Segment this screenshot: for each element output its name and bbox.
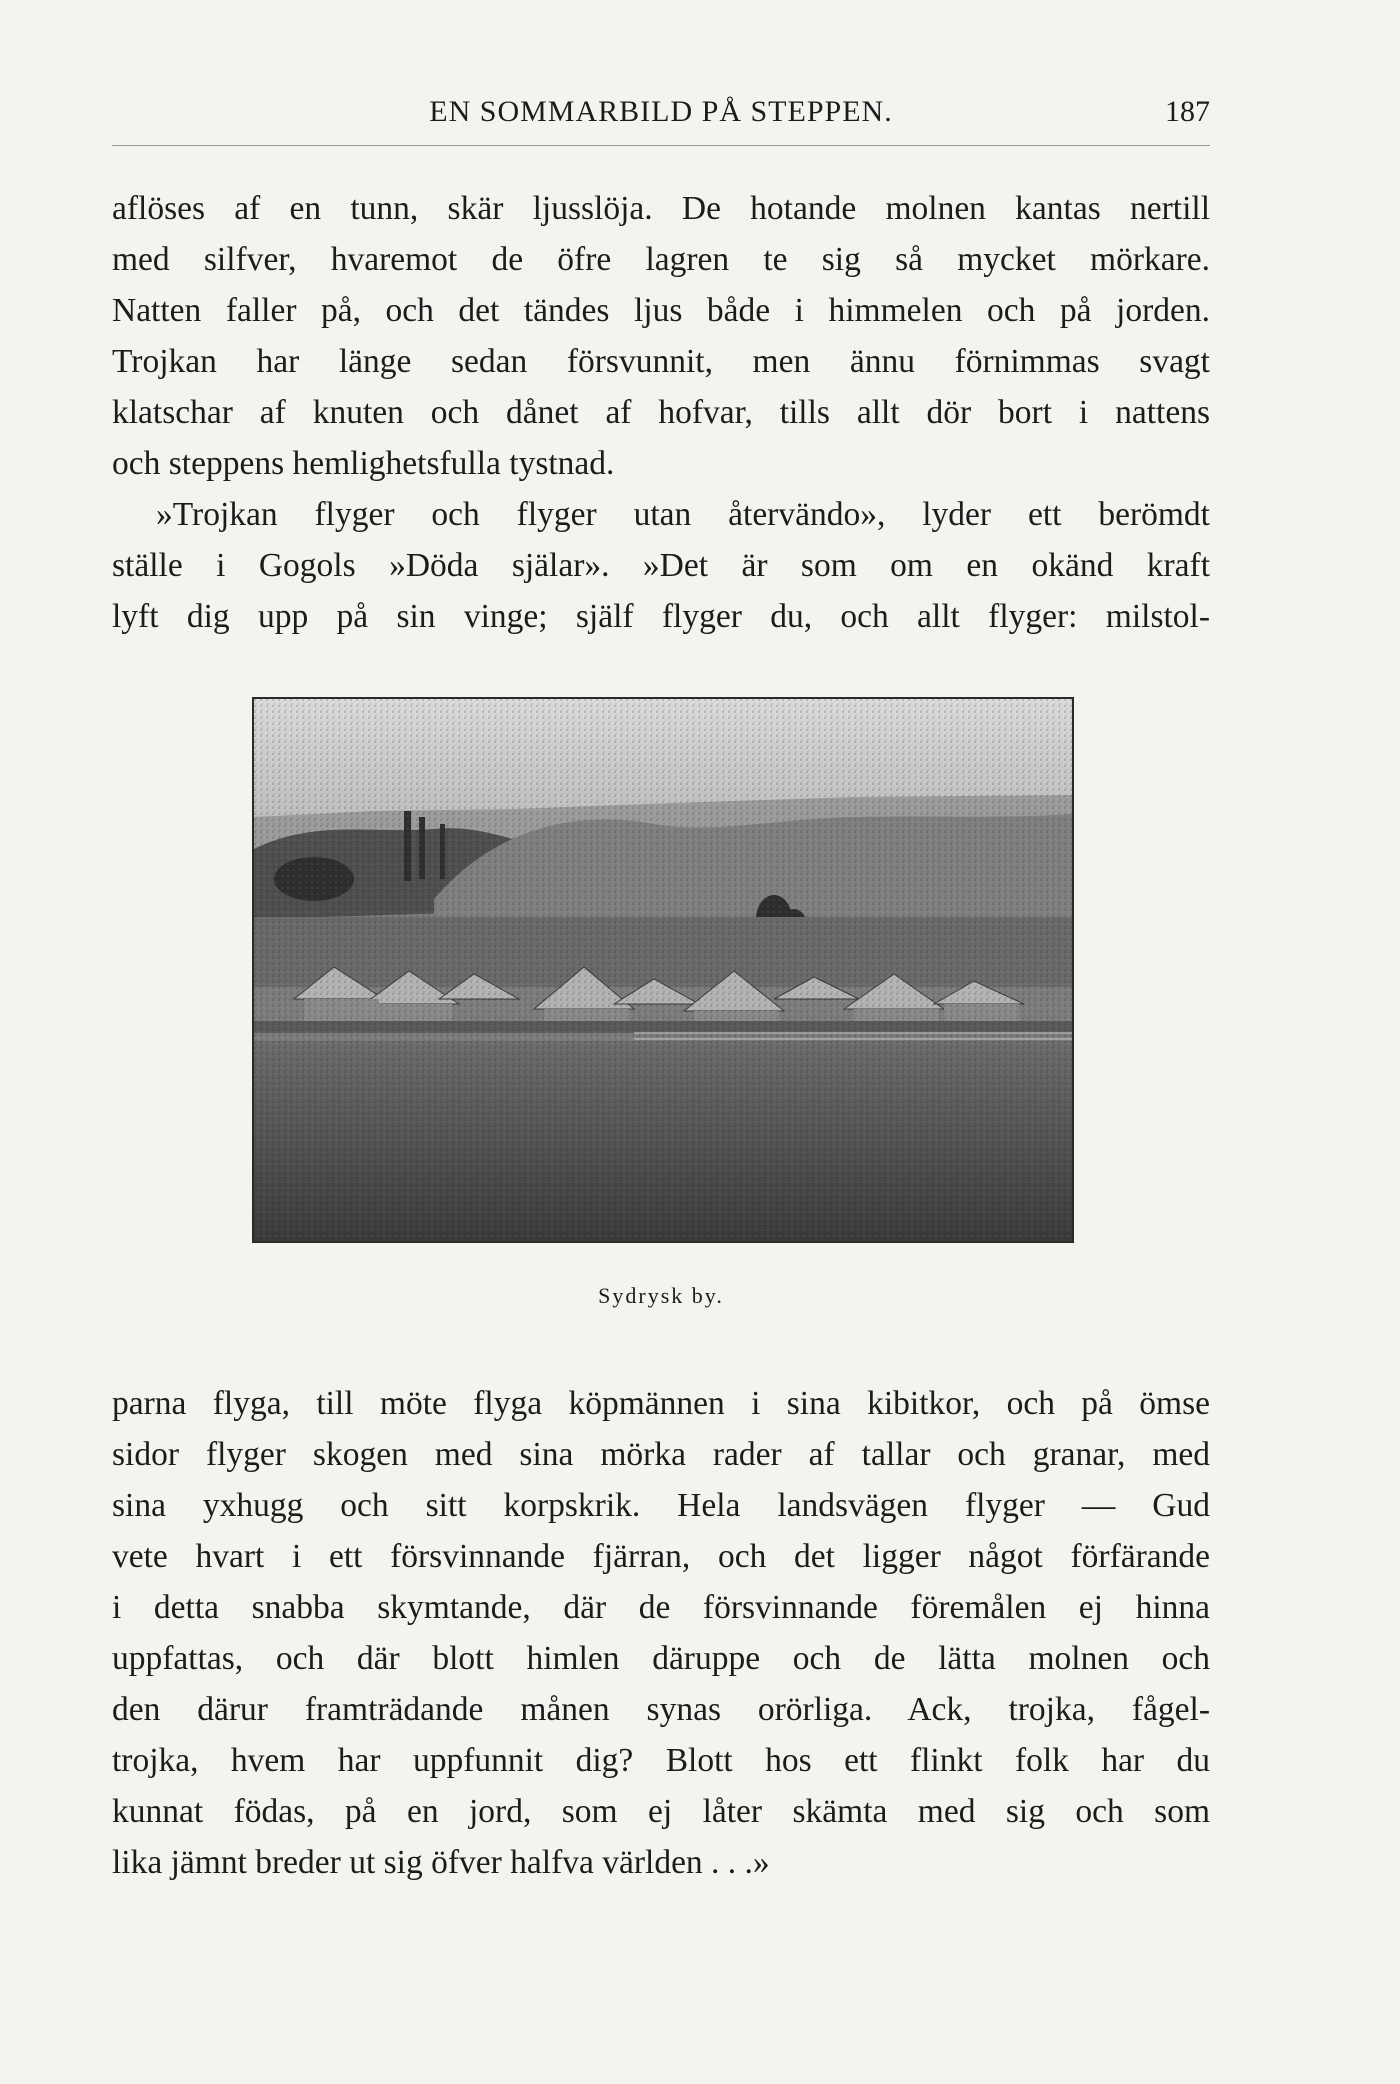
- text-line: ställe i Gogols »Döda själar». »Det är som om en okänd kraft: [112, 547, 1210, 584]
- text-line: sidor flyger skogen med sina mörka rader af tallar och granar, med: [112, 1436, 1210, 1473]
- text-line: vete hvart i ett försvinnande fjärran, och det ligger något förfärande: [112, 1538, 1210, 1575]
- page-number: 187: [1165, 95, 1210, 128]
- text-line: parna flyga, till möte flyga köpmännen i sina kibitkor, och på ömse: [112, 1385, 1210, 1422]
- text-line: trojka, hvem har uppfunnit dig? Blott hos ett flinkt folk har du: [112, 1742, 1210, 1779]
- text-line: den därur framträdande månen synas orörliga. Ack, trojka, fågel-: [112, 1691, 1210, 1728]
- text-line: med silfver, hvaremot de öfre lagren te sig så mycket mörkare.: [112, 241, 1210, 278]
- text-line: Trojkan har länge sedan försvunnit, men ännu förnimmas svagt: [112, 343, 1210, 380]
- text-line: Natten faller på, och det tändes ljus både i himmelen och på jorden.: [112, 292, 1210, 329]
- text-line: i detta snabba skymtande, där de försvinnande föremålen ej hinna: [112, 1589, 1210, 1626]
- text-line: klatschar af knuten och dånet af hofvar, tills allt dör bort i nattens: [112, 394, 1210, 431]
- page-header: [112, 95, 1210, 146]
- text-line: lika jämnt breder ut sig öfver halfva världen . . .»: [112, 1844, 770, 1881]
- village-photograph: [252, 697, 1074, 1243]
- text-line: aflöses af en tunn, skär ljusslöja. De hotande molnen kantas nertill: [112, 190, 1210, 227]
- text-line: och steppens hemlighetsfulla tystnad.: [112, 445, 615, 482]
- text-line: kunnat födas, på en jord, som ej låter skämta med sig och som: [112, 1793, 1210, 1830]
- paragraph-block-top: [112, 183, 1210, 642]
- text-line: sina yxhugg och sitt korpskrik. Hela landsvägen flyger — Gud: [112, 1487, 1210, 1524]
- text-line: lyft dig upp på sin vinge; själf flyger du, och allt flyger: milstol-: [112, 598, 1210, 635]
- paragraph-block-bottom: [112, 1378, 1210, 1888]
- text-line: »Trojkan flyger och flyger utan återvändo», lyder ett berömdt: [156, 496, 1210, 533]
- figure-caption: Sydrysk by.: [598, 1283, 724, 1308]
- text-line: uppfattas, och där blott himlen däruppe och de lätta molnen och: [112, 1640, 1210, 1677]
- running-title: EN SOMMARBILD PÅ STEPPEN.: [429, 95, 893, 128]
